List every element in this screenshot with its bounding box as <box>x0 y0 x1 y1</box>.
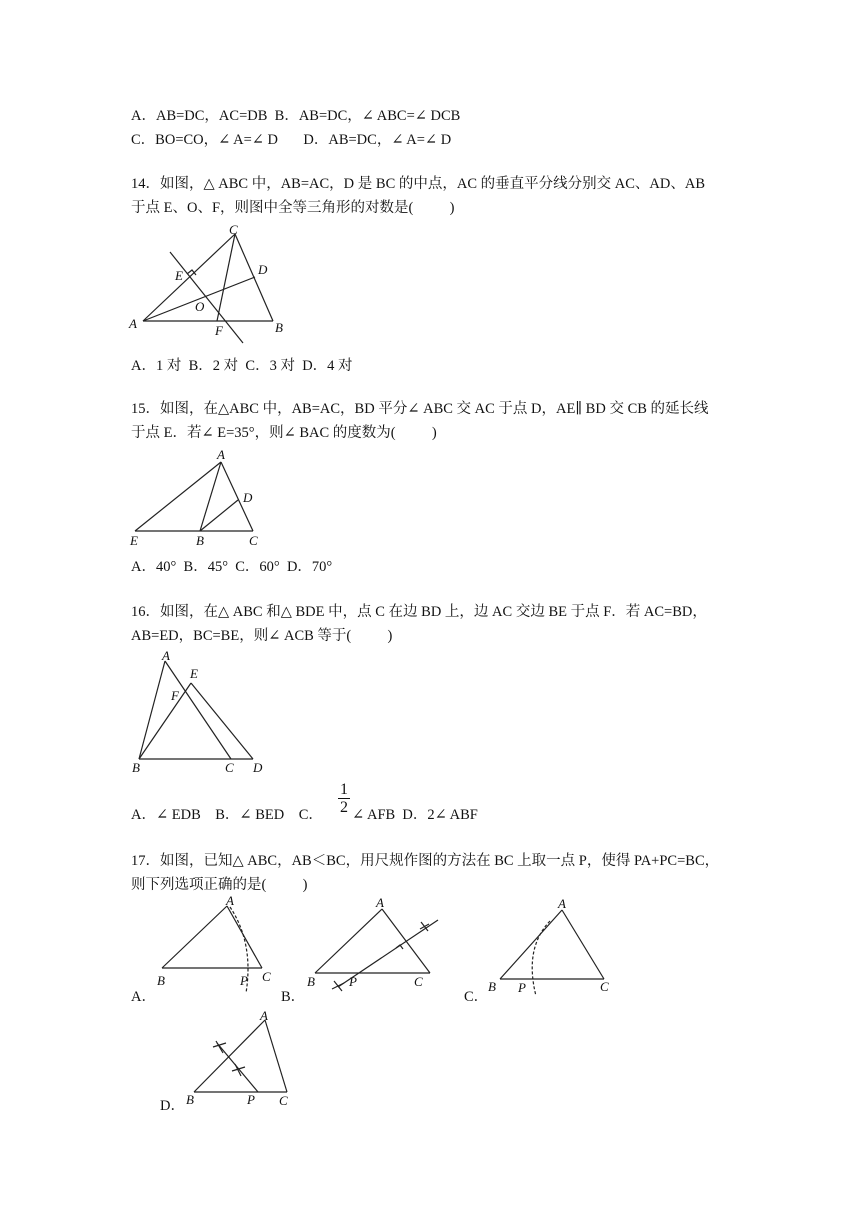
q17-a-label-p: P <box>240 973 248 988</box>
q14-label-e: E <box>175 268 183 283</box>
q17-option-c-label: C． <box>464 989 489 1005</box>
q14-label-a: A <box>129 316 137 331</box>
q17-a-label-b: B <box>157 973 165 988</box>
q15-stem-line-2: 于点 E．若∠ E=35°，则∠ BAC 的度数为( ) <box>131 425 437 441</box>
q17-c-label-c: C <box>600 979 609 994</box>
q17-b-label-p: P <box>349 974 357 989</box>
q17-c-label-p: P <box>518 980 526 995</box>
q16-label-c: C <box>225 760 234 775</box>
q16-stem-line-2: AB=ED，BC=BE，则∠ ACB 等于( ) <box>131 628 393 644</box>
q16-label-a: A <box>162 648 170 663</box>
q17-option-a-label: A． <box>131 989 156 1005</box>
q15-figure <box>125 445 275 550</box>
q15-label-a: A <box>217 447 225 462</box>
q14-figure <box>125 222 285 347</box>
q17-option-a-figure <box>150 893 280 998</box>
q17-d-label-a: A <box>260 1008 268 1023</box>
q16-label-e: E <box>190 666 198 681</box>
q17-option-b-label: B． <box>281 989 306 1005</box>
q14-options: A．1 对 B．2 对 C．3 对 D．4 对 <box>131 358 353 374</box>
q14-label-o: O <box>195 299 205 314</box>
q17-d-label-p: P <box>247 1092 255 1107</box>
q17-b-label-c: C <box>414 974 423 989</box>
q14-label-c: C <box>229 222 238 237</box>
q17-b-label-a: A <box>376 895 384 910</box>
q17-b-label-b: B <box>307 974 315 989</box>
q14-label-f: F <box>215 323 223 338</box>
q16-figure <box>125 647 275 777</box>
q17-c-label-a: A <box>558 896 566 911</box>
q13-options-line-1: A．AB=DC，AC=DB B．AB=DC，∠ ABC=∠ DCB <box>131 108 461 124</box>
q15-label-d: D <box>243 490 253 505</box>
q17-option-d-label: D． <box>160 1098 185 1114</box>
q13-options-line-2: C．BO=CO，∠ A=∠ D D．AB=DC，∠ A=∠ D <box>131 132 452 148</box>
q14-label-d: D <box>258 262 268 277</box>
q16-options-a-b: A．∠ EDB B．∠ BED C． <box>131 807 323 823</box>
q17-stem-line-2: 则下列选项正确的是( ) <box>131 877 308 893</box>
q17-c-label-b: B <box>488 979 496 994</box>
q16-stem-line-1: 16．如图，在△ ABC 和△ BDE 中，点 C 在边 BD 上，边 AC 交边 BE 于点 F．若 AC=BD， <box>131 604 707 620</box>
q16-fraction-half <box>337 781 351 816</box>
q16-options-c-d: ∠ AFB D．2∠ ABF <box>352 807 478 823</box>
q16-label-d: D <box>253 760 263 775</box>
q15-label-e: E <box>130 533 138 548</box>
q17-a-label-a: A <box>226 893 234 908</box>
q17-option-d-figure <box>180 1005 310 1115</box>
q14-stem-line-2: 于点 E、O、F，则图中全等三角形的对数是( ) <box>131 200 455 216</box>
q15-label-b: B <box>196 533 204 548</box>
q16-fraction-denominator: 2 <box>340 799 348 816</box>
q16-fraction-numerator: 1 <box>340 781 348 798</box>
q17-option-b-figure <box>300 893 450 998</box>
q16-label-f: F <box>171 688 179 703</box>
q15-options: A．40° B．45° C．60° D．70° <box>131 559 333 575</box>
q17-d-label-c: C <box>279 1093 288 1108</box>
q17-stem-line-1: 17．如图，已知△ ABC，AB＜BC，用尺规作图的方法在 BC 上取一点 P，使得 PA+PC=BC， <box>131 853 720 869</box>
q14-stem-line-1: 14．如图，△ ABC 中，AB=AC，D 是 BC 的中点，AC 的垂直平分线分别交 AC、AD、AB <box>131 176 705 192</box>
q15-stem-line-1: 15．如图，在△ABC 中，AB=AC，BD 平分∠ ABC 交 AC 于点 D，AE∥ BD 交 CB 的延长线 <box>131 401 709 417</box>
q17-a-label-c: C <box>262 969 271 984</box>
q17-d-label-b: B <box>186 1092 194 1107</box>
q14-label-b: B <box>275 320 283 335</box>
q17-option-c-figure <box>484 893 624 1003</box>
q16-label-b: B <box>132 760 140 775</box>
q15-label-c: C <box>249 533 258 548</box>
